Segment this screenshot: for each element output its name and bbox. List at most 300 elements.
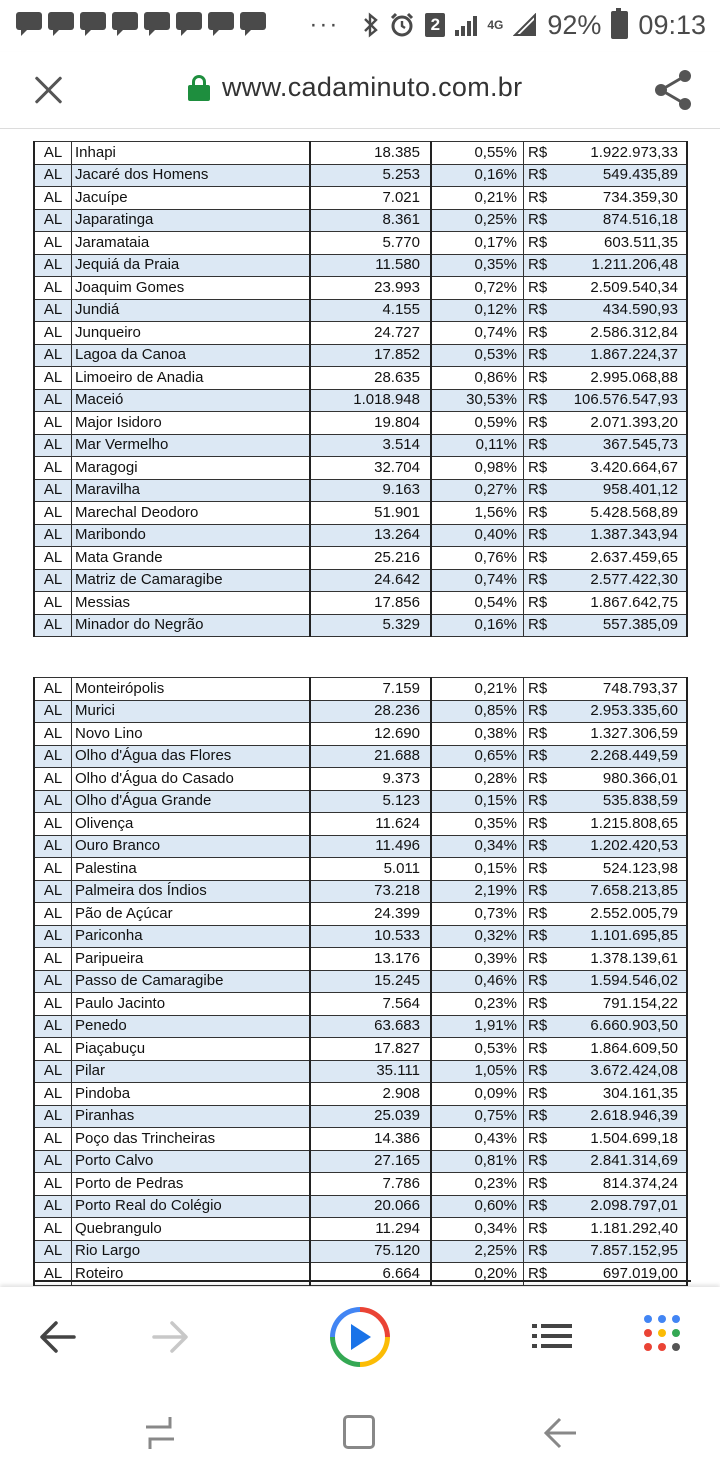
population-cell: 28.236 [310,700,431,723]
table-row [34,569,687,592]
message-icon [48,12,74,30]
percent-cell: 0,76% [431,547,524,570]
state-cell: AL [34,412,72,435]
currency-cell: R$ [524,1240,557,1263]
currency-cell: R$ [524,569,557,592]
table-row [34,614,687,637]
state-cell: AL [34,524,72,547]
population-cell: 8.361 [310,209,431,232]
message-icon [176,12,202,30]
municipality-cell: Porto de Pedras [72,1173,311,1196]
notification-icons [16,12,266,30]
currency-cell: R$ [524,1083,557,1106]
amount-cell: 304.161,35 [556,1083,687,1106]
currency-cell: R$ [524,299,557,322]
amount-cell: 1.867.642,75 [556,592,687,615]
currency-cell: R$ [524,1060,557,1083]
percent-cell: 30,53% [431,389,524,412]
table-row [34,1218,687,1241]
percent-cell: 0,27% [431,479,524,502]
percent-cell: 0,86% [431,367,524,390]
percent-cell: 0,25% [431,209,524,232]
municipality-cell: Murici [72,700,311,723]
population-cell: 75.120 [310,1240,431,1263]
table-row [34,678,687,701]
population-cell: 4.155 [310,299,431,322]
population-cell: 63.683 [310,1015,431,1038]
municipality-cell: Inhapi [72,142,311,165]
amount-cell: 2.552.005,79 [556,903,687,926]
table-row [34,547,687,570]
message-icon [112,12,138,30]
population-cell: 25.039 [310,1105,431,1128]
currency-cell: R$ [524,142,557,165]
alarm-icon [389,12,415,38]
municipality-cell: Minador do Negrão [72,614,311,637]
amount-cell: 1.387.343,94 [556,524,687,547]
state-cell: AL [34,1195,72,1218]
state-cell: AL [34,1038,72,1061]
population-cell: 3.514 [310,434,431,457]
currency-cell: R$ [524,903,557,926]
state-cell: AL [34,790,72,813]
message-icon [208,12,234,30]
population-cell: 18.385 [310,142,431,165]
table-row [34,1060,687,1083]
state-cell: AL [34,1263,72,1286]
table-row [34,142,687,165]
amount-cell: 874.516,18 [556,209,687,232]
currency-cell: R$ [524,813,557,836]
population-cell: 11.624 [310,813,431,836]
municipality-cell: Mar Vermelho [72,434,311,457]
percent-cell: 0,15% [431,790,524,813]
amount-cell: 748.793,37 [556,678,687,701]
percent-cell: 0,34% [431,835,524,858]
state-cell: AL [34,277,72,300]
municipality-cell: Paripueira [72,948,311,971]
amount-cell: 2.071.393,20 [556,412,687,435]
state-cell: AL [34,547,72,570]
state-cell: AL [34,164,72,187]
amount-cell: 106.576.547,93 [556,389,687,412]
network-type: 4G [487,17,504,32]
amount-cell: 697.019,00 [556,1263,687,1286]
table-row [34,1150,687,1173]
table-row [34,524,687,547]
municipality-cell: Pariconha [72,925,311,948]
currency-cell: R$ [524,434,557,457]
population-cell: 1.018.948 [310,389,431,412]
municipality-cell: Jaramataia [72,232,311,255]
table-row [34,1128,687,1151]
table-row [34,880,687,903]
percent-cell: 0,35% [431,254,524,277]
amount-cell: 814.374,24 [556,1173,687,1196]
table-row [34,723,687,746]
municipality-cell: Lagoa da Canoa [72,344,311,367]
amount-cell: 2.268.449,59 [556,745,687,768]
municipality-cell: Piaçabuçu [72,1038,311,1061]
population-cell: 24.727 [310,322,431,345]
state-cell: AL [34,745,72,768]
table-row [34,457,687,480]
amount-cell: 7.658.213,85 [556,880,687,903]
amount-cell: 603.511,35 [556,232,687,255]
signal-icon [455,14,477,36]
percent-cell: 0,74% [431,569,524,592]
municipality-cell: Maravilha [72,479,311,502]
percent-cell: 0,60% [431,1195,524,1218]
currency-cell: R$ [524,547,557,570]
municipality-cell: Pindoba [72,1083,311,1106]
state-cell: AL [34,592,72,615]
state-cell: AL [34,1015,72,1038]
overflow-dots: ··· [309,11,340,38]
state-cell: AL [34,723,72,746]
population-cell: 35.111 [310,1060,431,1083]
percent-cell: 0,23% [431,1173,524,1196]
currency-cell: R$ [524,592,557,615]
state-cell: AL [34,768,72,791]
population-cell: 24.399 [310,903,431,926]
municipality-cell: Junqueiro [72,322,311,345]
amount-cell: 7.857.152,95 [556,1240,687,1263]
table-row [34,835,687,858]
currency-cell: R$ [524,768,557,791]
table-row [34,745,687,768]
population-cell: 9.163 [310,479,431,502]
percent-cell: 0,17% [431,232,524,255]
currency-cell: R$ [524,232,557,255]
currency-cell: R$ [524,254,557,277]
percent-cell: 0,38% [431,723,524,746]
municipality-cell: Poço das Trincheiras [72,1128,311,1151]
amount-cell: 1.504.699,18 [556,1128,687,1151]
percent-cell: 0,16% [431,164,524,187]
amount-cell: 1.101.695,85 [556,925,687,948]
url-text: www.cadaminuto.com.br [222,72,523,102]
percent-cell: 0,16% [431,614,524,637]
population-cell: 13.264 [310,524,431,547]
list-icon[interactable] [532,1321,572,1351]
table-row [34,367,687,390]
recent-apps-icon[interactable] [140,1413,180,1453]
status-indicators [309,8,706,42]
table-row [34,187,687,210]
signal-strength-icon [513,13,537,37]
state-cell: AL [34,813,72,836]
population-cell: 25.216 [310,547,431,570]
forward-arrow-icon[interactable] [150,1319,190,1355]
currency-cell: R$ [524,925,557,948]
municipality-cell: Jacaré dos Homens [72,164,311,187]
amount-cell: 367.545,73 [556,434,687,457]
table-row [34,1083,687,1106]
amount-cell: 1.867.224,37 [556,344,687,367]
currency-cell: R$ [524,1015,557,1038]
percent-cell: 0,40% [431,524,524,547]
state-cell: AL [34,858,72,881]
percent-cell: 1,91% [431,1015,524,1038]
percent-cell: 1,56% [431,502,524,525]
percent-cell: 0,23% [431,993,524,1016]
percent-cell: 0,72% [431,277,524,300]
amount-cell: 958.401,12 [556,479,687,502]
state-cell: AL [34,700,72,723]
currency-cell: R$ [524,723,557,746]
table-row [34,700,687,723]
table-row [34,209,687,232]
url-field[interactable] [188,72,522,103]
amount-cell: 2.098.797,01 [556,1195,687,1218]
table-row [34,254,687,277]
table-row [34,1173,687,1196]
percent-cell: 0,59% [431,412,524,435]
document-view[interactable] [0,129,720,1287]
currency-cell: R$ [524,1128,557,1151]
currency-cell: R$ [524,614,557,637]
table-row [34,948,687,971]
table-row [34,299,687,322]
state-cell: AL [34,209,72,232]
table-row [34,164,687,187]
back-arrow-icon[interactable] [38,1319,78,1355]
municipality-cell: Quebrangulo [72,1218,311,1241]
amount-cell: 1.327.306,59 [556,723,687,746]
currency-cell: R$ [524,412,557,435]
currency-cell: R$ [524,970,557,993]
percent-cell: 0,98% [431,457,524,480]
table-row [34,344,687,367]
municipality-cell: Pão de Açúcar [72,903,311,926]
percent-cell: 0,53% [431,1038,524,1061]
municipality-cell: Limoeiro de Anadia [72,367,311,390]
apps-grid-icon[interactable] [644,1315,684,1355]
percent-cell: 0,35% [431,813,524,836]
percent-cell: 0,75% [431,1105,524,1128]
currency-cell: R$ [524,1038,557,1061]
currency-cell: R$ [524,948,557,971]
play-icon[interactable] [330,1307,390,1367]
bluetooth-icon [363,12,379,38]
amount-cell: 557.385,09 [556,614,687,637]
bottom-toolbar [0,1287,720,1387]
share-icon[interactable] [652,68,694,112]
municipality-cell: Marechal Deodoro [72,502,311,525]
population-cell: 7.021 [310,187,431,210]
state-cell: AL [34,1060,72,1083]
population-cell: 24.642 [310,569,431,592]
table-row [34,1038,687,1061]
amount-cell: 3.420.664,67 [556,457,687,480]
currency-cell: R$ [524,367,557,390]
amount-cell: 6.660.903,50 [556,1015,687,1038]
percent-cell: 0,34% [431,1218,524,1241]
table-row [34,277,687,300]
amount-cell: 1.202.420,53 [556,835,687,858]
amount-cell: 980.366,01 [556,768,687,791]
status-bar [0,0,720,52]
percent-cell: 0,46% [431,970,524,993]
partial-row [33,1280,691,1287]
municipality-cell: Passo de Camaragibe [72,970,311,993]
municipality-cell: Palestina [72,858,311,881]
amount-cell: 1.378.139,61 [556,948,687,971]
table-row [34,790,687,813]
currency-cell: R$ [524,1105,557,1128]
percent-cell: 2,19% [431,880,524,903]
currency-cell: R$ [524,1263,557,1286]
table-row [34,1195,687,1218]
municipality-cell: Ouro Branco [72,835,311,858]
amount-cell: 2.637.459,65 [556,547,687,570]
amount-cell: 1.181.292,40 [556,1218,687,1241]
municipality-cell: Penedo [72,1015,311,1038]
municipality-cell: Piranhas [72,1105,311,1128]
state-cell: AL [34,187,72,210]
population-cell: 5.253 [310,164,431,187]
table-row [34,232,687,255]
table-row [34,412,687,435]
currency-cell: R$ [524,1195,557,1218]
state-cell: AL [34,322,72,345]
state-cell: AL [34,299,72,322]
state-cell: AL [34,457,72,480]
percent-cell: 0,39% [431,948,524,971]
state-cell: AL [34,344,72,367]
state-cell: AL [34,232,72,255]
municipality-cell: Olho d'Água do Casado [72,768,311,791]
system-nav-bar [0,1387,720,1480]
table-row [34,858,687,881]
state-cell: AL [34,970,72,993]
message-icon [16,12,42,30]
table-row [34,479,687,502]
amount-cell: 2.841.314,69 [556,1150,687,1173]
currency-cell: R$ [524,164,557,187]
percent-cell: 1,05% [431,1060,524,1083]
municipality-cell: Jundiá [72,299,311,322]
population-cell: 11.294 [310,1218,431,1241]
nav-back-icon[interactable] [540,1413,580,1453]
amount-cell: 2.586.312,84 [556,322,687,345]
municipality-cell: Olho d'Água Grande [72,790,311,813]
municipality-cell: Major Isidoro [72,412,311,435]
population-cell: 15.245 [310,970,431,993]
municipality-cell: Porto Real do Colégio [72,1195,311,1218]
percent-cell: 0,12% [431,299,524,322]
home-icon[interactable] [343,1415,375,1449]
population-cell: 28.635 [310,367,431,390]
amount-cell: 1.211.206,48 [556,254,687,277]
percent-cell: 0,43% [431,1128,524,1151]
municipality-cell: Olho d'Água das Flores [72,745,311,768]
state-cell: AL [34,434,72,457]
state-cell: AL [34,1128,72,1151]
amount-cell: 2.577.422,30 [556,569,687,592]
table-row [34,1105,687,1128]
municipality-cell: Japaratinga [72,209,311,232]
state-cell: AL [34,1240,72,1263]
population-cell: 14.386 [310,1128,431,1151]
currency-cell: R$ [524,835,557,858]
close-icon[interactable] [28,70,68,110]
currency-cell: R$ [524,344,557,367]
municipality-cell: Monteirópolis [72,678,311,701]
table-row [34,813,687,836]
state-cell: AL [34,502,72,525]
population-cell: 32.704 [310,457,431,480]
currency-cell: R$ [524,745,557,768]
percent-cell: 0,73% [431,903,524,926]
percent-cell: 0,85% [431,700,524,723]
municipality-cell: Matriz de Camaragibe [72,569,311,592]
state-cell: AL [34,569,72,592]
population-cell: 73.218 [310,880,431,903]
municipality-cell: Maceió [72,389,311,412]
battery-icon [611,11,628,39]
message-icon [80,12,106,30]
currency-cell: R$ [524,524,557,547]
municipality-cell: Jacuípe [72,187,311,210]
population-cell: 11.496 [310,835,431,858]
municipality-cell: Roteiro [72,1263,311,1286]
municipality-cell: Joaquim Gomes [72,277,311,300]
population-cell: 5.329 [310,614,431,637]
amount-cell: 2.995.068,88 [556,367,687,390]
population-cell: 19.804 [310,412,431,435]
population-cell: 10.533 [310,925,431,948]
percent-cell: 0,81% [431,1150,524,1173]
population-cell: 11.580 [310,254,431,277]
table-row [34,322,687,345]
amount-cell: 2.509.540,34 [556,277,687,300]
state-cell: AL [34,142,72,165]
percent-cell: 0,28% [431,768,524,791]
clock: 09:13 [638,9,706,40]
state-cell: AL [34,993,72,1016]
currency-cell: R$ [524,479,557,502]
lock-icon [188,75,210,101]
currency-cell: R$ [524,993,557,1016]
municipality-cell: Paulo Jacinto [72,993,311,1016]
population-cell: 17.852 [310,344,431,367]
state-cell: AL [34,678,72,701]
population-cell: 5.123 [310,790,431,813]
amount-cell: 1.594.546,02 [556,970,687,993]
population-cell: 7.159 [310,678,431,701]
state-cell: AL [34,1218,72,1241]
amount-cell: 1.215.808,65 [556,813,687,836]
table-row [34,1240,687,1263]
state-cell: AL [34,948,72,971]
table-row [34,993,687,1016]
amount-cell: 791.154,22 [556,993,687,1016]
battery-percent: 92% [547,9,602,40]
state-cell: AL [34,835,72,858]
currency-cell: R$ [524,790,557,813]
percent-cell: 0,21% [431,678,524,701]
state-cell: AL [34,367,72,390]
currency-cell: R$ [524,858,557,881]
percent-cell: 0,74% [431,322,524,345]
currency-cell: R$ [524,1218,557,1241]
currency-cell: R$ [524,277,557,300]
population-cell: 51.901 [310,502,431,525]
municipality-cell: Rio Largo [72,1240,311,1263]
currency-cell: R$ [524,1173,557,1196]
